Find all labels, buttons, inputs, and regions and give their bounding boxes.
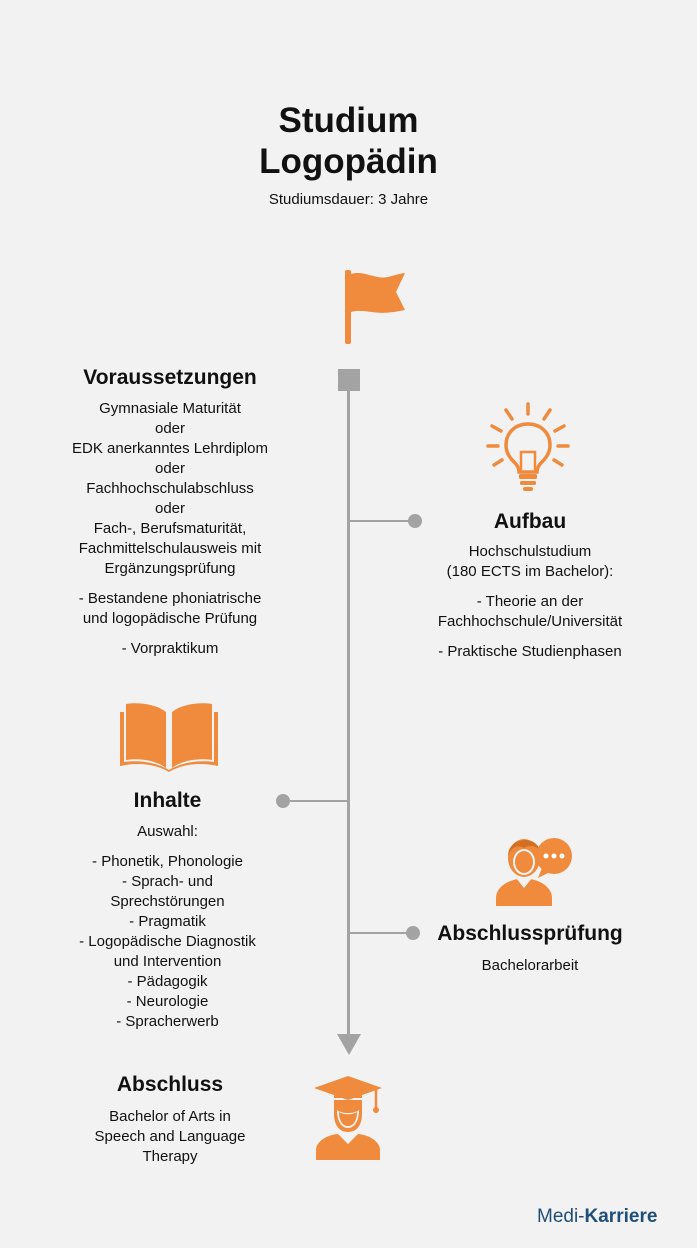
text-line: - Phonetik, Phonologie — [92, 853, 243, 870]
text-line: Fachhochschule/Universität — [437, 613, 623, 630]
text-line: - Praktische Studienphasen — [438, 643, 622, 660]
branch-abschlusspruefung — [349, 932, 409, 934]
abschlusspruefung-text — [420, 956, 640, 976]
text-line: Fach-, Berufsmaturität, — [93, 520, 247, 537]
branch-dot-abschlusspruefung — [406, 926, 420, 940]
lightbulb-icon — [486, 402, 570, 492]
text-line: Fachmittelschulausweis mit — [78, 540, 262, 557]
text-line: Fachhochschulabschluss — [86, 480, 254, 497]
text-line: oder — [154, 420, 186, 437]
text-line: Speech and Language — [94, 1128, 246, 1145]
voraussetzungen-heading: Voraussetzungen — [83, 366, 257, 389]
text-line: - Theorie an der — [476, 593, 584, 610]
timeline-arrow-icon — [337, 1034, 361, 1056]
text-line: - Neurologie — [126, 993, 209, 1010]
text-line: - Pädagogik — [127, 973, 208, 990]
text-line: und logopädische Prüfung — [82, 610, 258, 627]
brand-part-2: Karriere — [584, 1206, 658, 1227]
aufbau-heading: Aufbau — [493, 510, 567, 533]
book-icon — [116, 700, 222, 774]
abschluss-text — [40, 1107, 300, 1167]
timeline-start-marker — [338, 369, 360, 391]
graduate-icon — [312, 1074, 384, 1160]
page-subtitle: Studiumsdauer: 3 Jahre — [268, 191, 429, 208]
abschlusspruefung-heading: Abschlussprüfung — [437, 922, 623, 945]
abschluss-heading: Abschluss — [116, 1073, 224, 1096]
inhalte-text — [40, 822, 295, 1032]
text-line: Sprechstörungen — [110, 893, 225, 910]
branch-inhalte — [290, 800, 348, 802]
text-line: - Pragmatik — [129, 913, 206, 930]
text-line: - Vorpraktikum — [121, 640, 219, 657]
text-line: oder — [154, 460, 186, 477]
voraussetzungen-text — [30, 399, 310, 659]
text-line: Bachelorarbeit — [481, 957, 579, 974]
page-title — [0, 100, 697, 182]
aufbau-text — [400, 542, 660, 662]
inhalte-heading: Inhalte — [133, 789, 202, 812]
title-line-1: Studium — [278, 101, 419, 140]
flag-icon — [340, 270, 410, 346]
text-line: Auswahl: — [137, 823, 198, 840]
text-line: EDK anerkanntes Lehrdiplom — [72, 440, 268, 457]
text-line: Therapy — [142, 1148, 198, 1165]
timeline-line — [347, 390, 350, 1038]
text-line: (180 ECTS im Bachelor): — [446, 563, 614, 580]
text-line: und Intervention — [113, 953, 222, 970]
title-line-2: Logopädin — [259, 142, 438, 181]
text-line: Hochschulstudium — [468, 543, 592, 560]
text-line: - Spracherwerb — [116, 1013, 219, 1030]
text-line: - Sprach- und — [122, 873, 213, 890]
brand-part-1: Medi- — [537, 1206, 585, 1227]
text-line: - Logopädische Diagnostik — [79, 933, 256, 950]
text-line: Ergänzungsprüfung — [104, 560, 236, 577]
text-line: - Bestandene phoniatrische — [78, 590, 262, 607]
text-line: Gymnasiale Maturität — [99, 400, 241, 417]
text-line: Bachelor of Arts in — [109, 1108, 231, 1125]
brand-logo — [537, 1205, 657, 1229]
text-line: oder — [154, 500, 186, 517]
person-chat-icon — [494, 826, 574, 908]
